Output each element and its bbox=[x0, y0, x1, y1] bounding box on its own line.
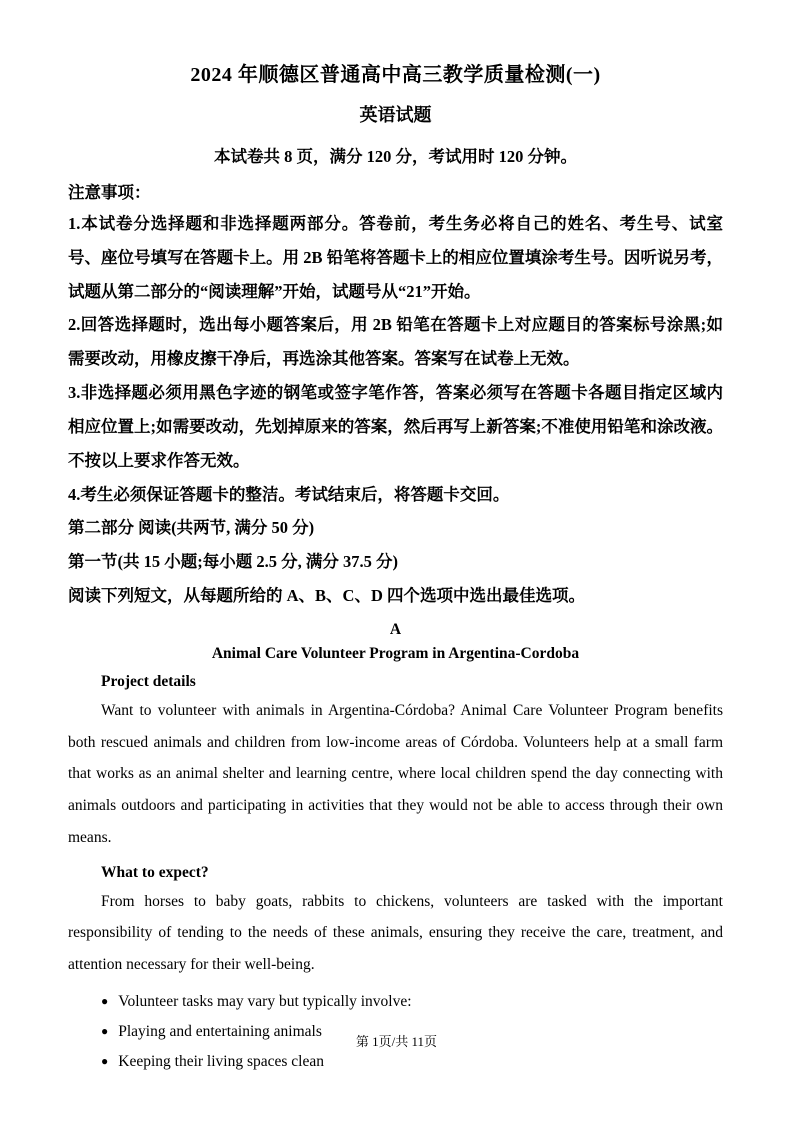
bullet-icon: ● bbox=[101, 1054, 109, 1069]
section-node-line: 第一节(共 15 小题;每小题 2.5 分, 满分 37.5 分) bbox=[68, 552, 398, 572]
bullet-item bbox=[68, 1047, 723, 1077]
section-instruction-line: 阅读下列短文，从每题所给的 A、B、C、D 四个选项中选出最佳选项。 bbox=[68, 585, 586, 605]
paragraph-what-to-expect: From horses to baby goats, rabbits to chickens, volunteers are tasked with the important responsibility of tending to the needs of these animals, ensuring they receive the care, treatment, and attention necessary for their well-being. bbox=[68, 892, 723, 974]
bullet-icon: ● bbox=[101, 993, 109, 1008]
page-number-footer: 第 1页/共 11页 bbox=[355, 1034, 438, 1049]
section-part-line: 第二部分 阅读(共两节, 满分 50 分) bbox=[68, 518, 315, 538]
notice-item-4: 4.考生必须保证答题卡的整洁。考试结束后，将答题卡交回。 bbox=[68, 484, 510, 504]
notes-heading: 注意事项： bbox=[68, 183, 151, 202]
passage-title: Animal Care Volunteer Program in Argentina-Cordoba bbox=[211, 644, 580, 662]
bullet-text: Keeping their living spaces clean bbox=[118, 1053, 324, 1071]
bullet-text: Playing and entertaining animals bbox=[118, 1023, 322, 1041]
exam-subtitle: 英语试题 bbox=[359, 105, 432, 125]
section-heading-what-to-expect: What to expect? bbox=[101, 863, 209, 881]
bullet-item bbox=[68, 987, 723, 1017]
notice-item-3: 3.非选择题必须用黑色字迹的钢笔或签字笔作答，答案必须写在答题卡各题目指定区域内相应位置上;如需要改动，先划掉原来的答案，然后再写上新答案;不准使用铅笔和涂改液。不按以上要求作答无效。 bbox=[68, 383, 723, 470]
notice-item-1: 1.本试卷分选择题和非选择题两部分。答卷前，考生务必将自己的姓名、考生号、试室号、座位号填写在答题卡上。用 2B 铅笔将答题卡上的相应位置填涂考生号。因听说另考，试题从第二部分的“阅读理解”开始，试题号从“21”开始。 bbox=[68, 214, 723, 301]
bullet-icon: ● bbox=[101, 1024, 109, 1039]
notice-item-2: 2.回答选择题时，选出每小题答案后，用 2B 铅笔在答题卡上对应题目的答案标号涂黑;如需要改动，用橡皮擦干净后，再选涂其他答案。答案写在试卷上无效。 bbox=[68, 315, 723, 369]
exam-info-line: 本试卷共 8 页，满分 120 分，考试用时 120 分钟。 bbox=[214, 147, 577, 166]
paragraph-project-details: Want to volunteer with animals in Argentina-Córdoba? Animal Care Volunteer Program benefits both rescued animals and children from low-income areas of Córdoba. Volunteers help at a small farm that works as an animal shelter and learning centre, where local children spend the day connecting with animals outdoors and participating in activities that they would not be able to access through their own means. bbox=[68, 701, 723, 846]
page-title: 2024 年顺德区普通高中高三教学质量检测(一) bbox=[190, 64, 601, 86]
bullet-text: Volunteer tasks may vary but typically involve: bbox=[118, 992, 412, 1010]
passage-label: A bbox=[389, 620, 402, 638]
section-heading-project-details: Project details bbox=[101, 672, 196, 690]
